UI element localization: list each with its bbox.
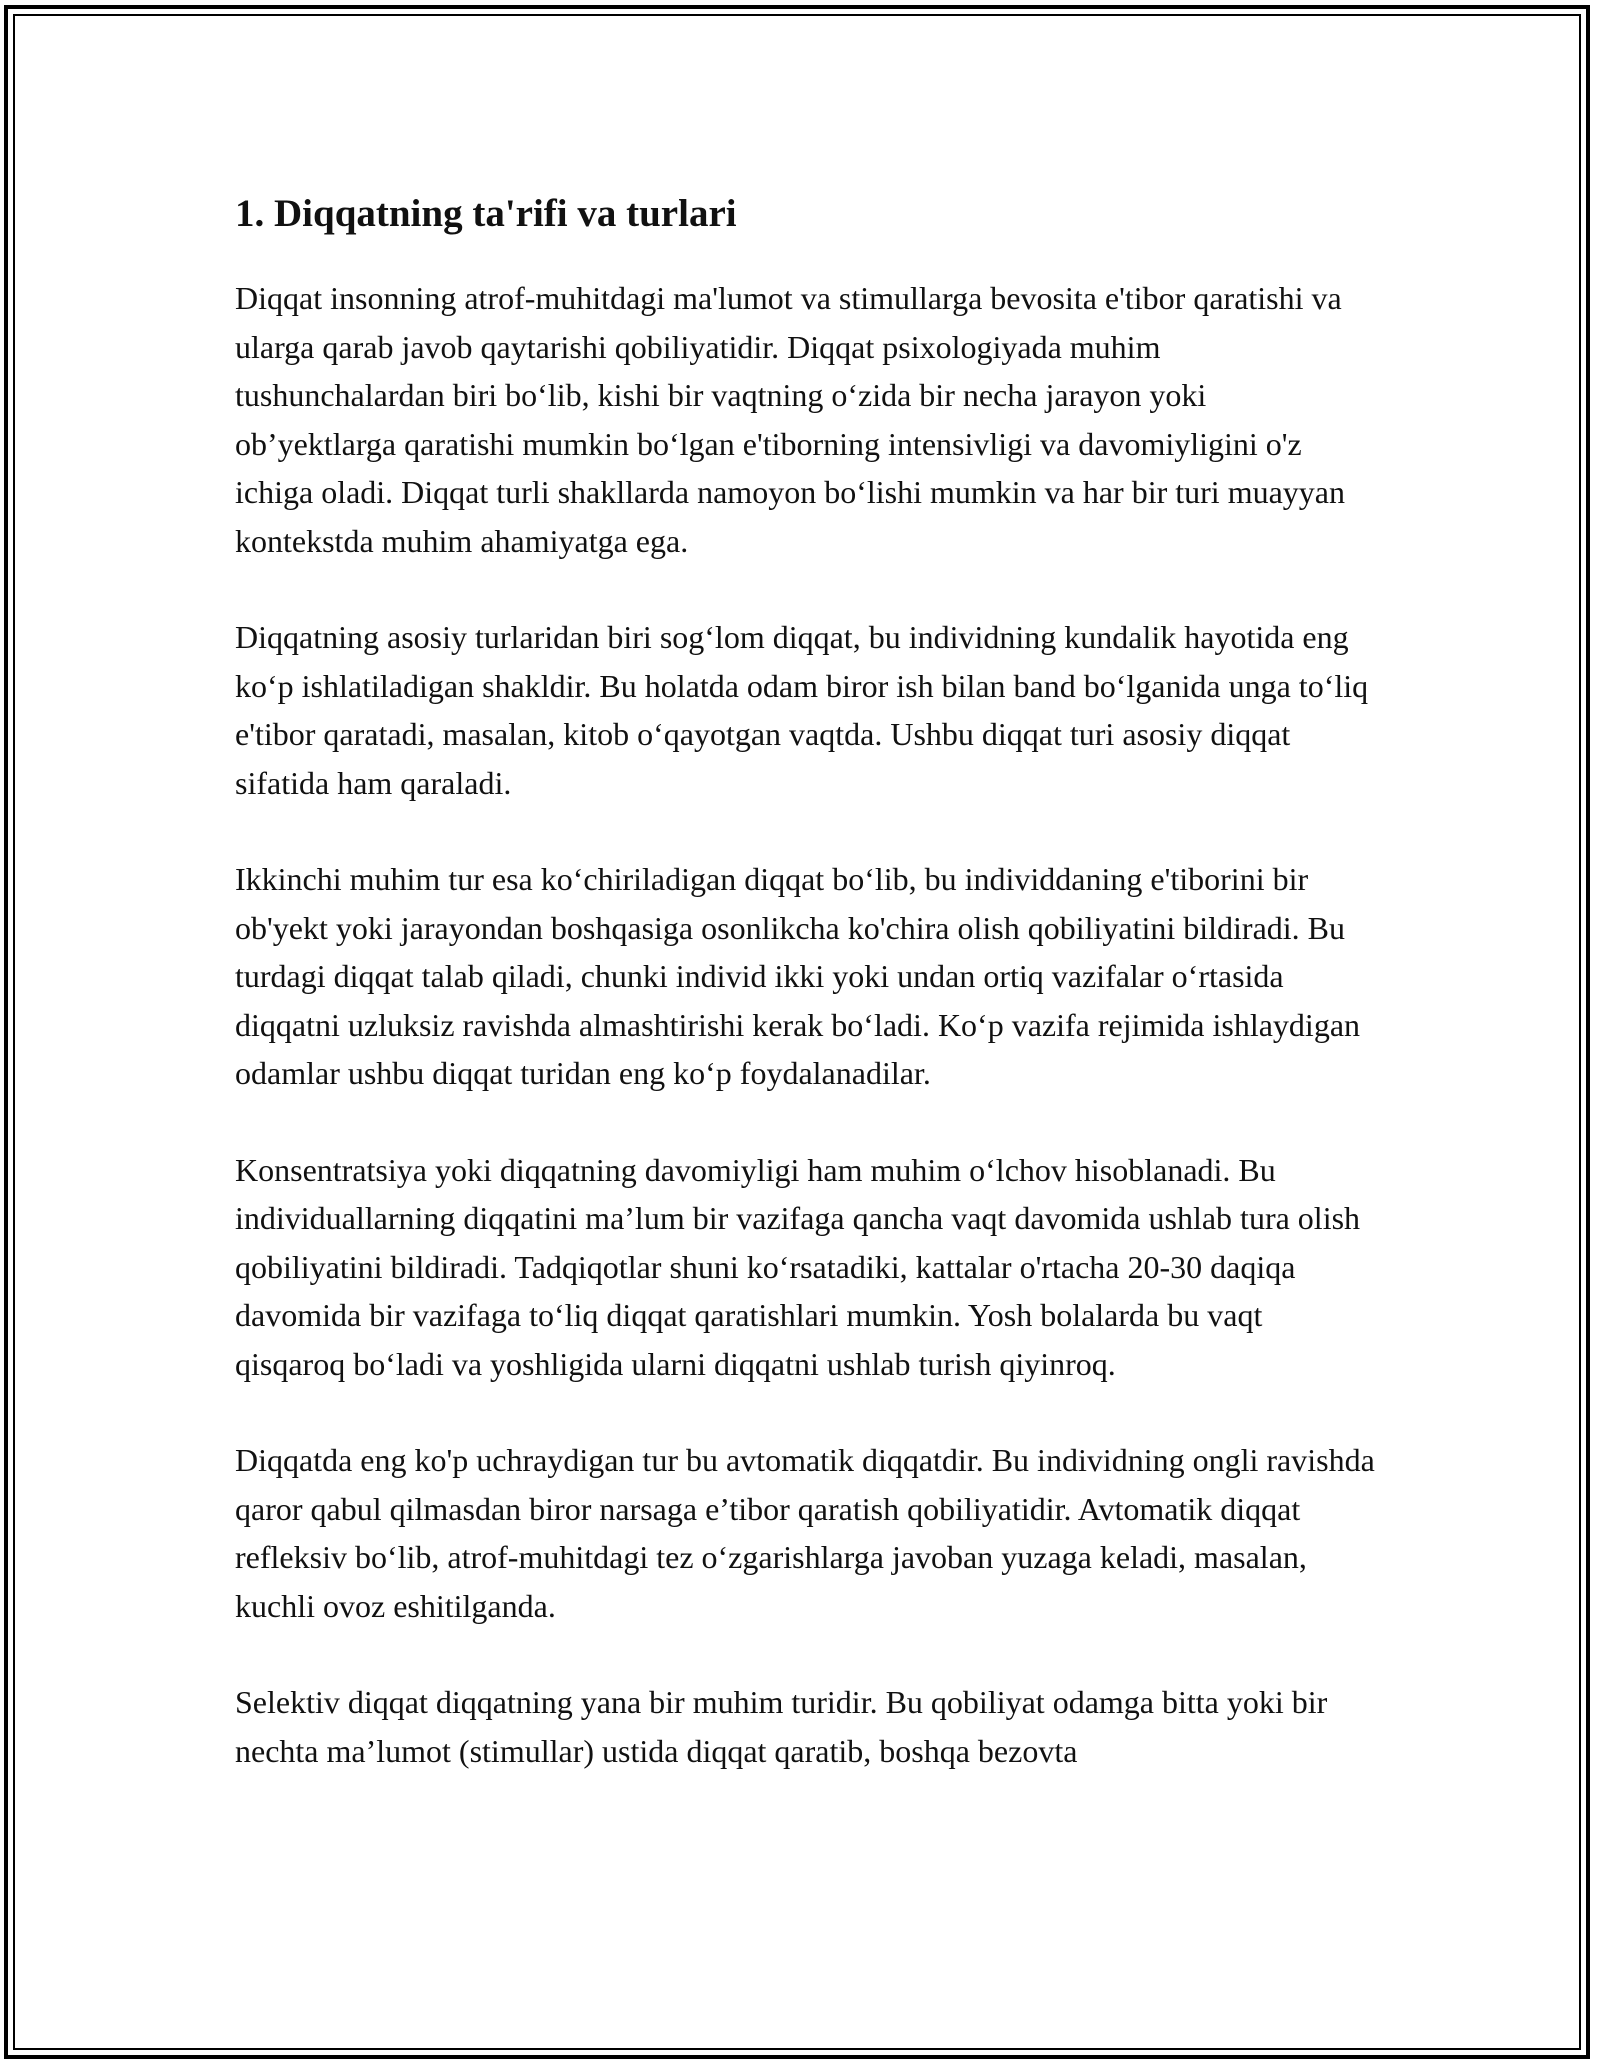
section-heading: 1. Diqqatning ta'rifi va turlari [235,192,737,235]
paragraph-healthy-attention: Diqqatning asosiy turlaridan biri sog‘lom diqqat, bu individning kundalik hayotida eng ko‘p ishlatiladigan shakldir. Bu holatda odam biror ish bilan band bo‘lganida unga to‘liq e'tibor qaratadi, masalan, kitob o‘qayotgan vaqtda. Ushbu diqqat turi asosiy diqqat sifatida ham qaraladi. [235,619,1369,801]
paragraph-automatic-attention: Diqqatda eng ko'p uchraydigan tur bu avtomatik diqqatdir. Bu individning ongli ravishda qaror qabul qilmasdan biror narsaga e’tibor qaratish qobiliyatidir. Avtomatik diqqat refleksiv bo‘lib, atrof-muhitdagi tez o‘zgarishlarga javoban yuzaga keladi, masalan, kuchli ovoz eshitilganda. [235,1442,1375,1624]
document-body [235,188,1375,1823]
paragraph-switching-attention: Ikkinchi muhim tur esa ko‘chiriladigan diqqat bo‘lib, bu individdaning e'tiborini bir ob'yekt yoki jarayondan boshqasiga osonlikcha ko'chira olish qobiliyatini bildiradi. Bu turdagi diqqat talab qiladi, chunki individ ikki yoki undan ortiq vazifalar o‘rtasida diqqatni uzluksiz ravishda almashtirishi kerak bo‘ladi. Ko‘p vazifa rejimida ishlaydigan odamlar ushbu diqqat turidan eng ko‘p foydalanadilar. [235,861,1361,1091]
paragraph-concentration: Konsentratsiya yoki diqqatning davomiyligi ham muhim o‘lchov hisoblanadi. Bu individuallarning diqqatini ma’lum bir vazifaga qancha vaqt davomida ushlab tura olish qobiliyatini bildiradi. Tadqiqotlar shuni ko‘rsatadiki, kattalar o'rtacha 20-30 daqiqa davomida bir vazifaga to‘liq diqqat qaratishlari mumkin. Yosh bolalarda bu vaqt qisqaroq bo‘ladi va yoshligida ularni diqqatni ushlab turish qiyinroq. [235,1151,1361,1382]
paragraph-definition: Diqqat insonning atrof-muhitdagi ma'lumot va stimullarga bevosita e'tibor qaratishi va ularga qarab javob qaytarishi qobiliyatidir. Diqqat psixologiyada muhim tushunchalardan biri bo‘lib, kishi bir vaqtning o‘zida bir necha jarayon yoki ob’yektlarga qaratishi mumkin bo‘lgan e'tiborning intensivligi va davomiyligini o'z ichiga oladi. Diqqat turli shakllarda namoyon bo‘lishi mumkin va har bir turi muayyan kontekstda muhim ahamiyatga ega. [235,280,1345,559]
paragraph-selective-attention: Selektiv diqqat diqqatning yana bir muhim turidir. Bu qobiliyat odamga bitta yoki bir nechta ma’lumot (stimullar) ustida diqqat qaratib, boshqa bezovta [235,1684,1328,1769]
